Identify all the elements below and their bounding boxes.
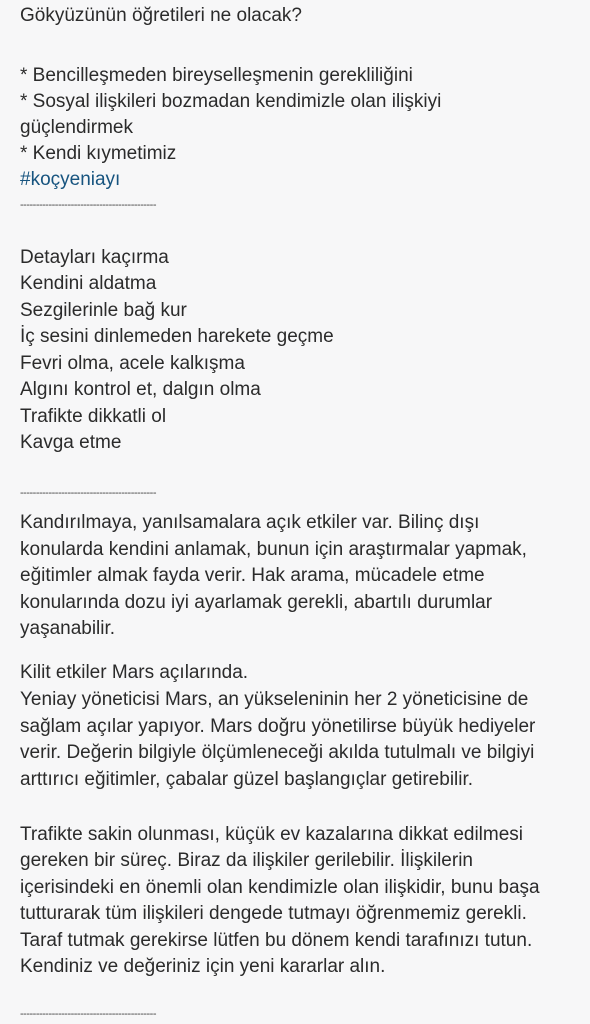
divider: ------------------------------------------- xyxy=(20,487,157,499)
bullet-line: * Bencilleşmeden bireyselleşmenin gerekliliğini xyxy=(20,65,413,86)
advice-line: Algını kontrol et, dalgın olma xyxy=(20,379,261,400)
paragraph-line: Taraf tutmak gerekirse lütfen bu dönem kendi tarafınızı tutun. xyxy=(20,930,533,951)
advice-line: Detayları kaçırma xyxy=(20,247,169,268)
advice-line: Trafikte dikkatli ol xyxy=(20,406,167,427)
paragraph-line: Kandırılmaya, yanılsamalara açık etkiler var. Bilinç dışı xyxy=(20,512,480,533)
hashtag-link[interactable]: #koçyeniayı xyxy=(20,169,121,190)
paragraph-line: Kendiniz ve değeriniz için yeni kararlar alın. xyxy=(20,956,386,977)
paragraph-line: yaşanabilir. xyxy=(20,618,116,639)
bullet-line: * Sosyal ilişkileri bozmadan kendimizle olan ilişkiyi xyxy=(20,91,442,112)
advice-line: Kavga etme xyxy=(20,432,122,453)
paragraph-line: Trafikte sakin olunması, küçük ev kazalarına dikkat edilmesi xyxy=(20,824,524,845)
advice-line: Sezgilerinle bağ kur xyxy=(20,300,187,321)
paragraph-line: konularında dozu iyi ayarlamak gerekli, abartılı durumlar xyxy=(20,592,493,613)
paragraph-line: Yeniay yöneticisi Mars, an yükseleninin her 2 yöneticisine de xyxy=(20,689,529,710)
post-question: Gökyüzünün öğretileri ne olacak? xyxy=(20,5,303,26)
paragraph-line: içerisindeki en önemli olan kendimizle olan ilişkidir, bunu başa xyxy=(20,877,540,898)
divider: ------------------------------------------- xyxy=(20,1008,157,1020)
bullet-line: güçlendirmek xyxy=(20,117,133,138)
paragraph-line: arttırıcı eğitimler, çabalar güzel başlangıçlar getirebilir. xyxy=(20,769,474,790)
paragraph-line: verir. Değerin bilgiyle ölçümleneceği akılda tutulmalı ve bilgiyi xyxy=(20,742,535,763)
advice-line: İç sesini dinlemeden harekete geçme xyxy=(20,326,334,347)
paragraph-line: konularda kendini anlamak, bunun için araştırmalar yapmak, xyxy=(20,539,527,560)
advice-line: Fevri olma, acele kalkışma xyxy=(20,353,245,374)
divider: ------------------------------------------- xyxy=(20,199,157,211)
paragraph-line: tutturarak tüm ilişkileri dengede tutmayı öğrenmemiz gerekli. xyxy=(20,903,527,924)
bullet-line: * Kendi kıymetimiz xyxy=(20,143,177,164)
paragraph-line: sağlam açılar yapıyor. Mars doğru yönetilirse büyük hediyeler xyxy=(20,716,536,737)
paragraph-line: Kilit etkiler Mars açılarında. xyxy=(20,662,249,683)
paragraph-line: eğitimler almak fayda verir. Hak arama, mücadele etme xyxy=(20,565,485,586)
advice-line: Kendini aldatma xyxy=(20,273,157,294)
paragraph-line: gereken bir süreç. Biraz da ilişkiler gerilebilir. İlişkilerin xyxy=(20,850,473,871)
